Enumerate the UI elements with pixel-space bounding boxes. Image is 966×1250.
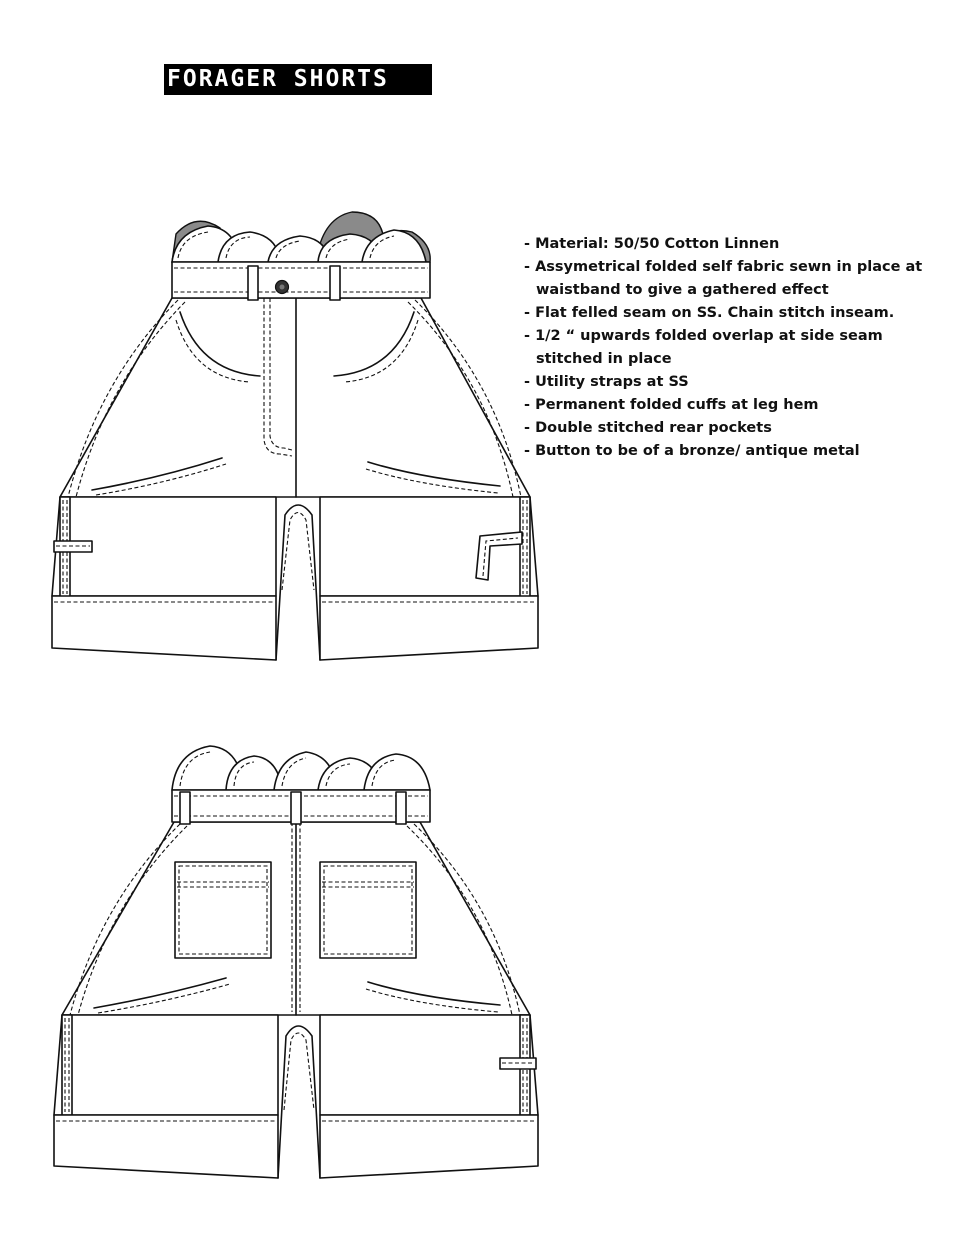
- spec-item: - Button to be of a bronze/ antique metal: [524, 440, 954, 463]
- rear-pocket-right: [320, 862, 416, 958]
- shorts-back-view: [54, 746, 538, 1178]
- spec-item: - Flat felled seam on SS. Chain stitch inseam.: [524, 302, 954, 325]
- rear-pocket-left: [175, 862, 271, 958]
- front-body-outline: [60, 298, 530, 497]
- spec-item: - Utility straps at SS: [524, 371, 954, 394]
- spec-item: - Material: 50/50 Cotton Linnen: [524, 233, 954, 256]
- spec-item: - Assymetrical folded self fabric sewn in place at waistband to give a gathered effect: [524, 256, 954, 302]
- back-ruffle: [172, 746, 430, 790]
- spec-item: - Double stitched rear pockets: [524, 417, 954, 440]
- spec-item: - 1/2 “ upwards folded overlap at side seam stitched in place: [524, 325, 954, 371]
- back-right-cuff: [320, 1115, 538, 1178]
- back-left-cuff: [54, 1115, 278, 1178]
- front-waistband: [172, 262, 430, 298]
- shorts-front-view: [52, 212, 538, 660]
- page-title: FORAGER SHORTS: [164, 64, 432, 95]
- front-right-cuff: [320, 596, 538, 660]
- front-left-cuff: [52, 596, 276, 660]
- spec-item: - Permanent folded cuffs at leg hem: [524, 394, 954, 417]
- front-ruffle: [172, 212, 430, 262]
